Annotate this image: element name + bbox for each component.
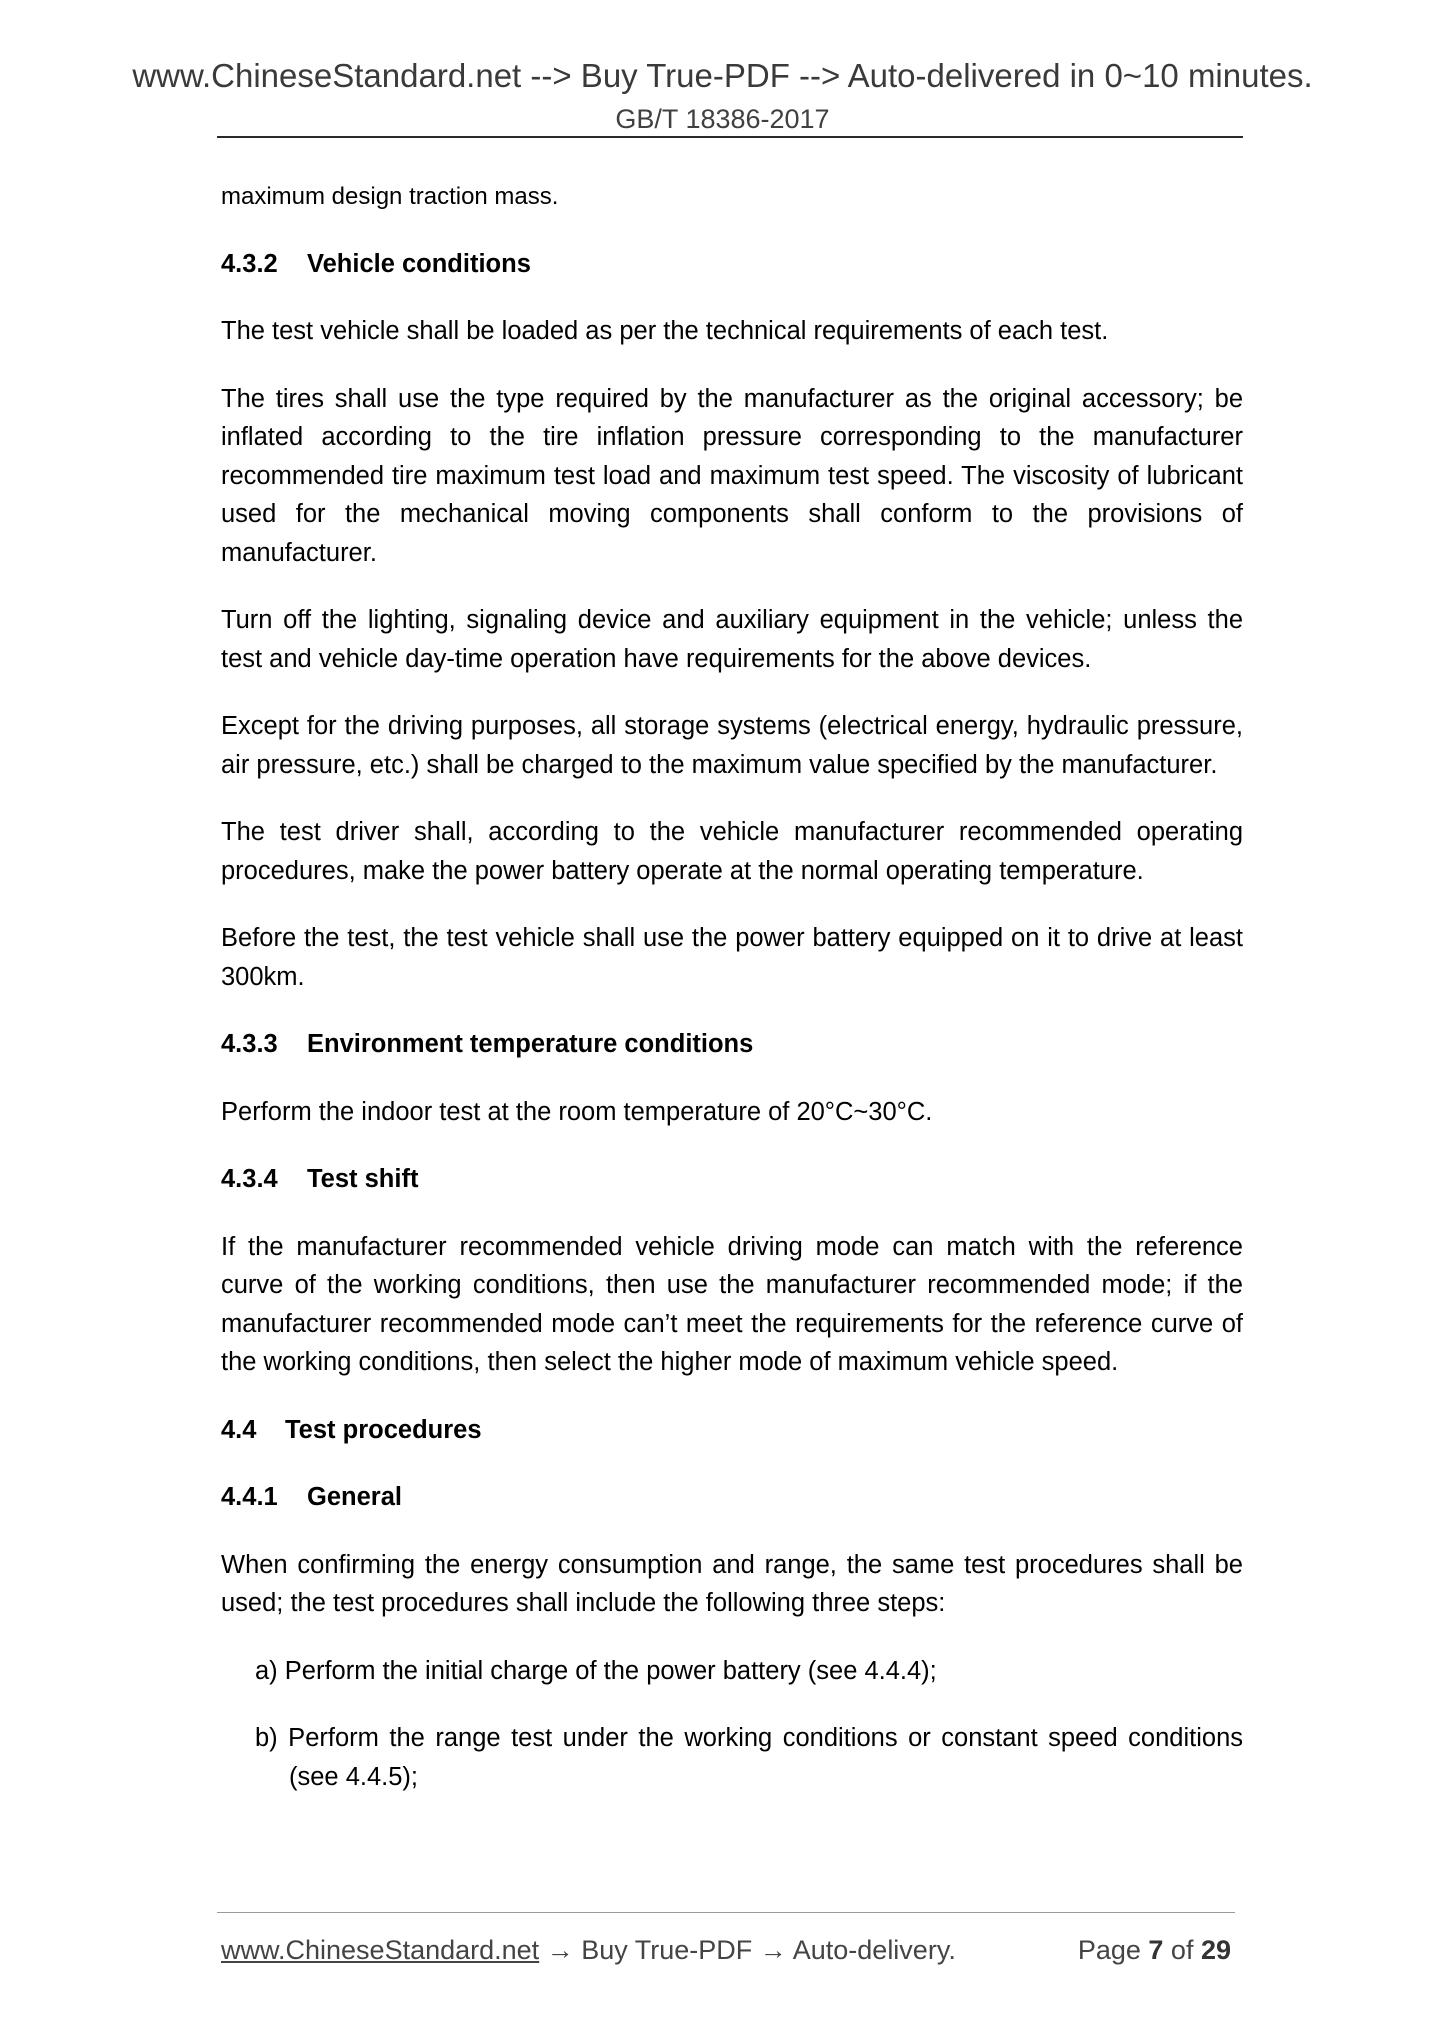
section-number: 4.4.1 <box>221 1483 278 1511</box>
section-heading-4-4 <box>221 1411 1243 1450</box>
footer-divider <box>217 1912 1235 1913</box>
paragraph: When confirming the energy consumption and range, the same test procedures shall be used; the test procedures shall include the following three steps: <box>221 1550 1243 1617</box>
standard-code: GB/T 18386-2017 <box>615 104 830 134</box>
paragraph: If the manufacturer recommended vehicle driving mode can match with the reference curve of the working conditions, then use the manufacturer recommended mode; if the manufacturer recommended mode can’t meet the requirements for the reference curve of the working conditions, then select the higher mode of maximum vehicle speed. <box>221 1232 1243 1376</box>
section-title: Test shift <box>307 1165 419 1193</box>
header-divider <box>217 136 1243 138</box>
section-number: 4.3.3 <box>221 1030 278 1058</box>
section-number: 4.3.2 <box>221 249 278 278</box>
list-item: b) Perform the range test under the working conditions or constant speed conditions (see 4.4.5); <box>255 1724 1243 1791</box>
section-number: 4.3.4 <box>221 1165 278 1193</box>
procedure-steps-list <box>221 1652 1243 1797</box>
paragraph: Before the test, the test vehicle shall use the power battery equipped on it to drive at least 300km. <box>221 924 1243 991</box>
list-item: a) Perform the initial charge of the power battery (see 4.4.4); <box>255 1656 937 1685</box>
continuation-text: maximum design traction mass. <box>221 183 559 210</box>
section-heading-4-4-1 <box>221 1478 1243 1517</box>
section-title: General <box>307 1483 402 1511</box>
section-heading-4-3-4 <box>221 1160 1243 1199</box>
footer-tagline: → Buy True-PDF → Auto-delivery. <box>539 1935 956 1965</box>
section-title: Vehicle conditions <box>307 249 531 278</box>
header-banner: www.ChineseStandard.net --> Buy True-PDF --> Auto-delivered in 0~10 minutes. <box>132 57 1313 94</box>
page-word: Page <box>1077 1935 1149 1965</box>
section-heading-4-3-2 <box>221 245 1243 284</box>
page-number: 7 <box>1148 1935 1164 1965</box>
of-word: of <box>1163 1935 1201 1965</box>
paragraph: Perform the indoor test at the room temperature of 20°C~30°C. <box>221 1097 933 1126</box>
section-title: Environment temperature conditions <box>307 1030 754 1058</box>
paragraph: The test driver shall, according to the vehicle manufacturer recommended operating procedures, make the power battery operate at the normal operating temperature. <box>221 818 1243 885</box>
paragraph: Turn off the lighting, signaling device and auxiliary equipment in the vehicle; unless the test and vehicle day-time operation have requirements for the above devices. <box>221 606 1243 673</box>
footer-left <box>221 1932 956 1968</box>
paragraph: Except for the driving purposes, all storage systems (electrical energy, hydraulic pressure, air pressure, etc.) shall be charged to the maximum value specified by the manufacturer. <box>221 712 1243 779</box>
page-indicator <box>1078 1932 1231 1968</box>
page-total: 29 <box>1200 1935 1231 1965</box>
paragraph: The tires shall use the type required by the manufacturer as the original accessory; be inflated according to the tire inflation pressure corresponding to the manufacturer recommended tire maximum test load and maximum test speed. The viscosity of lubricant used for the mechanical moving components shall conform to the provisions of manufacturer. <box>221 384 1243 567</box>
section-title: Test procedures <box>285 1415 482 1444</box>
section-number: 4.4 <box>221 1415 257 1444</box>
document-body <box>221 178 1243 1825</box>
site-link[interactable]: www.ChineseStandard.net <box>221 1935 540 1965</box>
paragraph: The test vehicle shall be loaded as per the technical requirements of each test. <box>221 317 1109 345</box>
section-heading-4-3-3 <box>221 1025 1243 1064</box>
